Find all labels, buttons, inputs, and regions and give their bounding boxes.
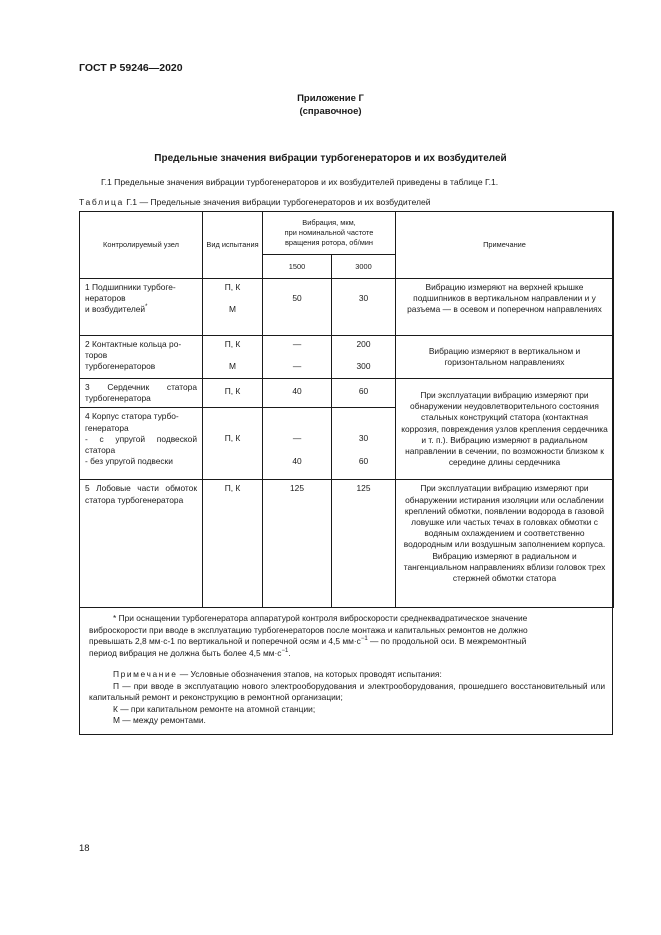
header-vibration-line: при номинальной частоте [284,228,374,237]
value-3000-cell: 125 [332,480,396,608]
node-line: - с упругой подвеской [85,433,197,444]
table-row [80,336,614,379]
footnote-text: период вибрация не должна быть более 4,5 мм·с [89,647,282,658]
footnote-line [89,636,605,648]
value-3000-cell [332,408,396,480]
node-cell: 3 Сердечник статора турбогенератора [80,379,203,408]
header-vibration-line: Вибрация, мкм, [302,218,356,227]
table-footnote [89,613,605,659]
table-row [80,480,614,608]
test-type: М [229,304,236,315]
note-cell: При эксплуатации вибрацию измеряют при обнаружении неудовлетворительного состояния стальных конструкций статора (контактная коррозия, повреждения узлов крепления сердечника и т. п.). Вибрацию измеряют в радиальном направлении в сечении, по возможности близком к середине длины сердечника [396,379,614,480]
node-line: торов [85,350,108,361]
note-cell: Вибрацию измеряют в вертикальном и горизонтальном направлениях [396,336,614,379]
footnote-line [89,648,605,660]
footnote-text: . [288,647,291,658]
notes-item: П — при вводе в эксплуатацию нового электрооборудования и электрооборудования, прошедшего восстановительный или капитальный ремонт и реконструкцию в ремонтной организации; [89,680,605,703]
table-caption [79,197,431,207]
table-row [80,279,614,336]
node-line: генератора [85,422,129,433]
value-3000-cell [332,279,396,336]
value-1500: 40 [292,455,302,466]
value-1500: — [292,433,302,444]
header-vibration [263,212,396,255]
notes-label: Примечание [113,669,178,679]
value-3000-cell [332,336,396,379]
value-3000: 30 [358,433,369,444]
table-notes [89,669,605,727]
annex-heading [0,92,661,118]
test-type: П, К [224,282,241,292]
annex-type: (справочное) [299,106,362,117]
node-line: турбогенераторов [85,361,156,372]
node-line: статора [85,445,116,456]
test-type: П, К [224,386,241,396]
value-1500: 40 [292,386,302,396]
test-type-cell: П, К [203,480,263,608]
vibration-limits-table [79,211,614,608]
node-cell: 5 Лобовые части обмоток статора турбогенератора [80,480,203,608]
node-line: - без упругой подвески [85,456,173,467]
notes-item: М — между ремонтами. [113,715,206,726]
test-type-cell [203,379,263,408]
table-caption-label: Таблица [79,197,124,207]
notes-intro [89,669,605,681]
header-vibration-line: вращения ротора, об/мин [284,238,373,247]
node-cell [80,279,203,336]
node-cell [80,336,203,379]
footnote-exponent: −1 [360,636,368,643]
test-type: П, К [224,433,241,444]
node-line [85,304,197,315]
page-number: 18 [79,843,90,854]
node-line: 2 Контактные кольца ро- [85,339,182,349]
value-3000-cell [332,379,396,408]
footnote-text: — по продольной оси. В межремонтный [367,636,527,647]
notes-item: К — при капитальном ремонте на атомной станции; [113,703,316,714]
intro-paragraph: Г.1 Предельные значения вибрации турбогенераторов и их возбудителей приведены в таблице Г.1. [101,177,499,187]
note-cell [396,480,614,608]
value-1500-cell [263,279,332,336]
value-1500-cell [263,408,332,480]
test-type-cell [203,279,263,336]
test-type: М [229,361,236,372]
footnote-line: виброскорости при вводе в эксплуатацию турбогенераторов после монтажа и капитальных ремонтов не должно [89,624,528,635]
note-paragraph: При эксплуатации вибрацию измеряют при обнаружении истирания изоляции или ослаблении креплений обмотки, появлении водорода в газовой ловушке или частых течах в головках обмотки с водяным охлаждением и соответственно водородным или воздушным заполнением корпуса. [403,483,606,550]
table-row [80,379,614,408]
value-3000: 60 [358,455,369,466]
value-3000: 200 [356,339,371,349]
node-line: 1 Подшипники турбоге- [85,282,176,292]
value-3000: 300 [356,361,371,372]
value-1500-cell [263,379,332,408]
test-type: П, К [224,339,241,349]
footnote-line: * При оснащении турбогенератора аппаратурой контроля виброскорости среднеквадратическое значение [113,613,528,623]
value-1500-cell: 125 [263,480,332,608]
test-type-cell [203,336,263,379]
value-1500-cell [263,336,332,379]
notes-intro-text: — Условные обозначения этапов, на которых проводят испытания: [177,669,442,679]
section-title: Предельные значения вибрации турбогенераторов и их возбудителей [154,153,507,164]
annex-title: Приложение Г [297,93,364,104]
node-line: 4 Корпус статора турбо- [85,411,179,422]
value-3000: 30 [358,293,369,304]
node-line: нераторов [85,293,126,304]
header-note: Примечание [396,212,614,279]
value-1500: — [292,361,302,372]
note-cell: Вибрацию измеряют на верхней крышке подшипников в вертикальном направлении и у разъема — в осевом и поперечном направлениях [396,279,614,336]
header-rpm-3000: 3000 [332,255,396,279]
footnote-exponent: −1 [281,647,289,654]
document-code: ГОСТ Р 59246—2020 [79,62,183,74]
value-1500: 50 [292,293,302,304]
node-line-text: и возбудителей [85,304,146,315]
footnote-text: превышать 2,8 мм·с-1 по вертикальной и поперечной осям и 4,5 мм·с [89,636,361,647]
footnote-marker: * [145,304,148,311]
node-cell [80,408,203,480]
test-type-cell [203,408,263,480]
header-test-type: Вид испытания [203,212,263,279]
value-3000: 60 [358,386,369,396]
header-node: Контролируемый узел [80,212,203,279]
header-rpm-1500: 1500 [263,255,332,279]
table-caption-text: Г.1 — Предельные значения вибрации турбогенераторов и их возбудителей [126,197,431,207]
note-paragraph: Вибрацию измеряют в радиальном и тангенциальном направлениях вблизи головок трех стержней обмотки статора [403,550,606,584]
value-1500: — [292,339,302,349]
